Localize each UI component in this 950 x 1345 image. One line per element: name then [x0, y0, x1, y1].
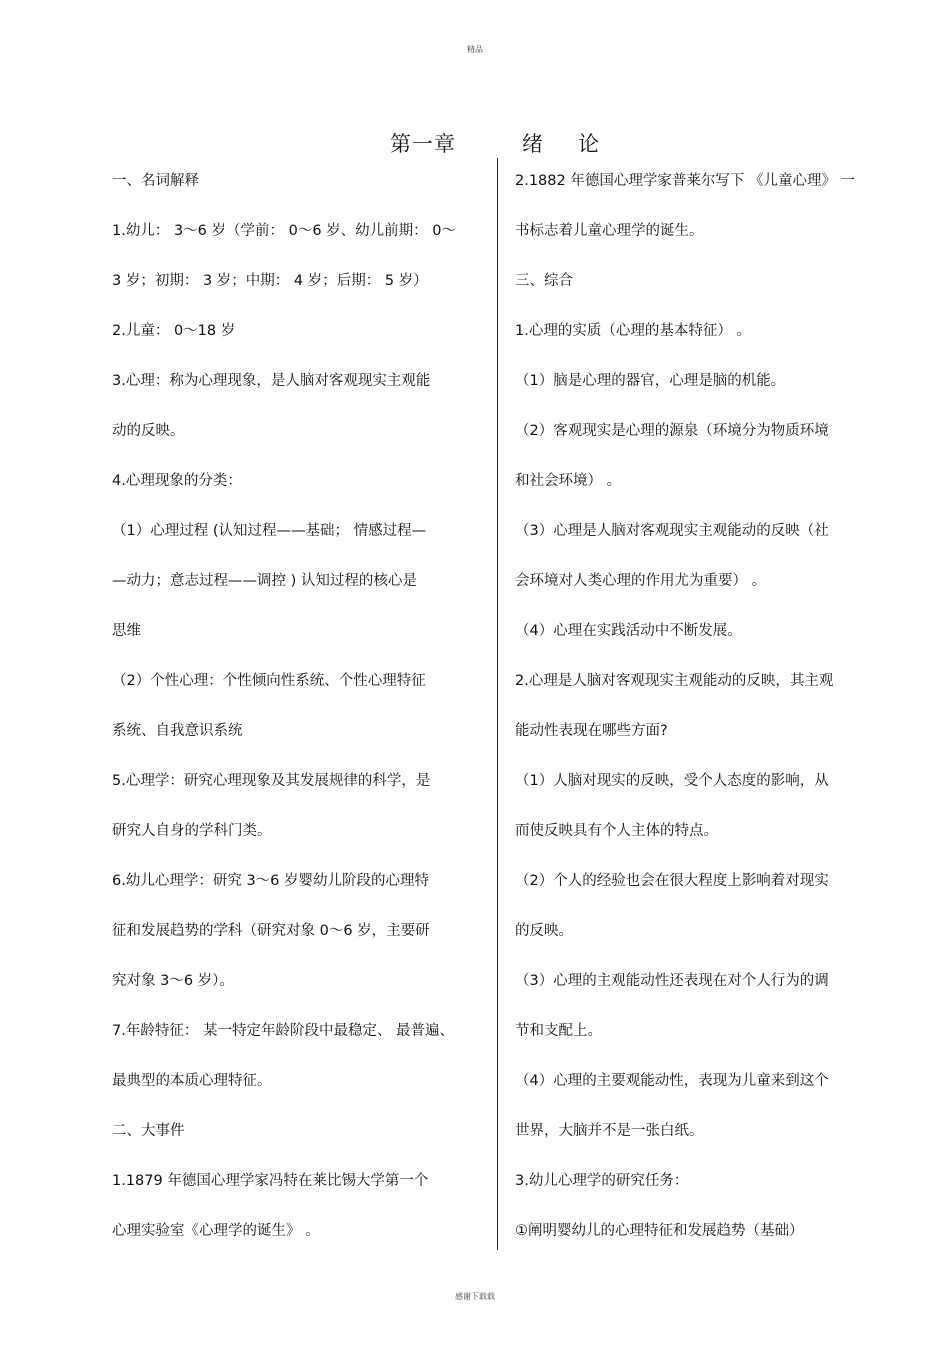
- text-line: 三、综合: [515, 273, 573, 289]
- text-line: （1）人脑对现实的反映，受个人态度的影响，从: [515, 773, 829, 789]
- text-line: 系统、自我意识系统: [112, 723, 243, 739]
- text-line: 2.儿童： 0～18 岁: [112, 323, 236, 339]
- text-line: 研究人自身的学科门类。: [112, 823, 272, 839]
- chapter-word-1: 绪: [522, 132, 544, 156]
- text-line: 1.1879 年德国心理学家冯特在莱比锡大学第一个: [112, 1173, 429, 1189]
- text-line: 思维: [112, 623, 141, 639]
- text-line: （2）个人的经验也会在很大程度上影响着对现实: [515, 873, 829, 889]
- chapter-title: [0, 128, 950, 158]
- text-line: 7.年龄特征： 某一特定年龄阶段中最稳定、 最普遍、: [112, 1023, 455, 1039]
- text-line: 究对象 3～6 岁）。: [112, 973, 234, 989]
- text-line: 世界，大脑并不是一张白纸。: [515, 1123, 704, 1139]
- text-line: 4.心理现象的分类：: [112, 473, 242, 489]
- page-footer: 感谢下载载: [455, 1292, 495, 1301]
- text-line: （2）个性心理：个性倾向性系统、个性心理特征: [112, 673, 426, 689]
- text-line: （4）心理在实践活动中不断发展。: [515, 623, 742, 639]
- column-divider: [497, 158, 498, 1250]
- text-line: 1.心理的实质（心理的基本特征） 。: [515, 323, 751, 339]
- text-line: 书标志着儿童心理学的诞生。: [515, 223, 704, 239]
- right-column: [515, 161, 895, 1261]
- chapter-number: 第一章: [390, 132, 456, 156]
- text-line: 一、名词解释: [112, 173, 199, 189]
- text-line: 的反映。: [515, 923, 573, 939]
- text-line: 3.幼儿心理学的研究任务：: [515, 1173, 689, 1189]
- text-line: 和社会环境） 。: [515, 473, 622, 489]
- text-line: 2.1882 年德国心理学家普莱尔写下 《儿童心理》 一: [515, 173, 856, 189]
- chapter-word-2: 论: [578, 132, 600, 156]
- text-line: 2.心理是人脑对客观现实主观能动的反映，其主观: [515, 673, 834, 689]
- text-line: （3）心理是人脑对客观现实主观能动的反映（社: [515, 523, 829, 539]
- text-line: 二、大事件: [112, 1123, 185, 1139]
- text-line: 6.幼儿心理学：研究 3～6 岁婴幼儿阶段的心理特: [112, 873, 430, 889]
- text-line: （1）脑是心理的器官，心理是脑的机能。: [515, 373, 786, 389]
- text-line: 节和支配上。: [515, 1023, 602, 1039]
- text-line: 动的反映。: [112, 423, 185, 439]
- text-line: —动力；意志过程——调控 ) 认知过程的核心是: [112, 573, 417, 589]
- text-line: （2）客观现实是心理的源泉（环境分为物质环境: [515, 423, 829, 439]
- text-line: 最典型的本质心理特征。: [112, 1073, 272, 1089]
- text-line: 3.心理：称为心理现象，是人脑对客观现实主观能: [112, 373, 431, 389]
- page-header: 精品: [467, 45, 483, 54]
- text-line: ①阐明婴幼儿的心理特征和发展趋势（基础）: [515, 1223, 804, 1239]
- text-line: （3）心理的主观能动性还表现在对个人行为的调: [515, 973, 829, 989]
- text-line: 征和发展趋势的学科（研究对象 0～6 岁，主要研: [112, 923, 430, 939]
- text-line: （1）心理过程 (认知过程——基础； 情感过程—: [112, 523, 427, 539]
- text-line: 1.幼儿： 3～6 岁（学前： 0～6 岁、幼儿前期： 0～: [112, 223, 457, 239]
- text-line: 能动性表现在哪些方面?: [515, 723, 668, 739]
- text-line: 3 岁；初期： 3 岁；中期： 4 岁；后期： 5 岁）: [112, 273, 428, 289]
- text-line: 会环境对人类心理的作用尤为重要） 。: [515, 573, 767, 589]
- text-line: （4）心理的主要观能动性，表现为儿童来到这个: [515, 1073, 829, 1089]
- left-column: [112, 161, 492, 1261]
- text-line: 5.心理学：研究心理现象及其发展规律的科学，是: [112, 773, 431, 789]
- text-line: 心理实验室《心理学的诞生》 。: [112, 1223, 320, 1239]
- text-line: 而使反映具有个人主体的特点。: [515, 823, 718, 839]
